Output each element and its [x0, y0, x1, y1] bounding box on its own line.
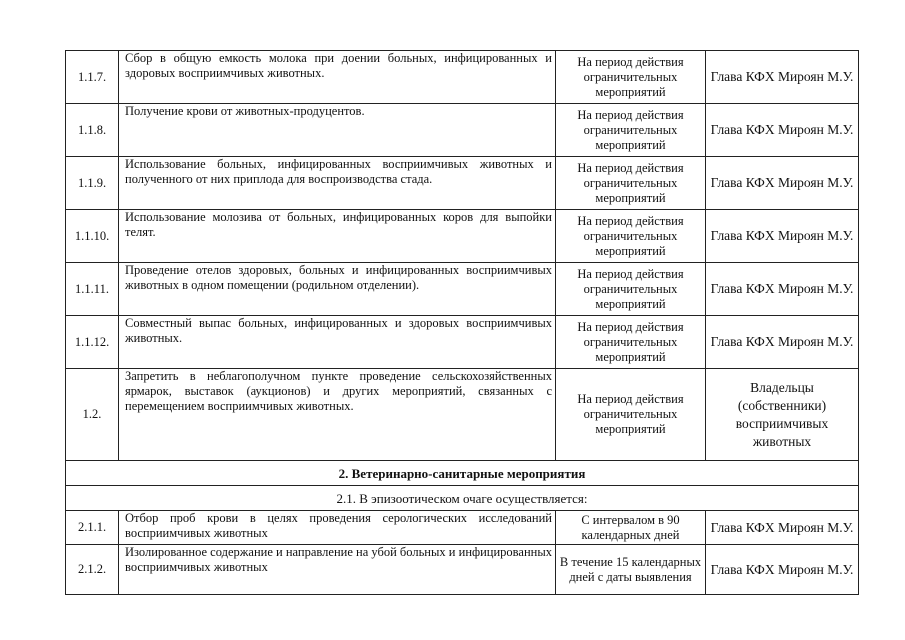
term-text: На период действия ограничительных мероприятий [556, 104, 706, 157]
table-row [66, 369, 859, 461]
row-number: 1.2. [66, 369, 119, 461]
row-number: 1.1.12. [66, 316, 119, 369]
table-row [66, 157, 859, 210]
row-number: 1.1.10. [66, 210, 119, 263]
table-row [66, 210, 859, 263]
row-number: 2.1.1. [66, 511, 119, 545]
table-row [66, 316, 859, 369]
action-text: Использование больных, инфицированных восприимчивых животных и полученного от них приплода для воспроизводства стада. [119, 157, 556, 210]
table-row [66, 51, 859, 104]
row-number: 2.1.2. [66, 545, 119, 595]
responsible-text: Глава КФХ Мироян М.У. [706, 51, 859, 104]
action-text: Совместный выпас больных, инфицированных и здоровых восприимчивых животных. [119, 316, 556, 369]
action-text: Сбор в общую емкость молока при доении больных, инфицированных и здоровых восприимчивых животных. [119, 51, 556, 104]
responsible-text: Глава КФХ Мироян М.У. [706, 263, 859, 316]
measures-table [65, 50, 859, 595]
table-row [66, 545, 859, 595]
section-row [66, 461, 859, 486]
action-text: Изолированное содержание и направление на убой больных и инфицированных восприимчивых животных [119, 545, 556, 595]
subsection-heading: 2.1. В эпизоотическом очаге осуществляется: [66, 486, 859, 511]
responsible-text: Глава КФХ Мироян М.У. [706, 157, 859, 210]
term-text: На период действия ограничительных мероприятий [556, 369, 706, 461]
term-text: На период действия ограничительных мероприятий [556, 157, 706, 210]
responsible-text: Владельцы (собственники) восприимчивых животных [706, 369, 859, 461]
responsible-text: Глава КФХ Мироян М.У. [706, 545, 859, 595]
term-text: На период действия ограничительных мероприятий [556, 210, 706, 263]
table-row [66, 511, 859, 545]
action-text: Использование молозива от больных, инфицированных коров для выпойки телят. [119, 210, 556, 263]
row-number: 1.1.11. [66, 263, 119, 316]
responsible-text: Глава КФХ Мироян М.У. [706, 316, 859, 369]
measures-document [65, 50, 858, 595]
responsible-text: Глава КФХ Мироян М.У. [706, 210, 859, 263]
term-text: На период действия ограничительных мероприятий [556, 51, 706, 104]
action-text: Проведение отелов здоровых, больных и инфицированных восприимчивых животных в одном помещении (родильном отделении). [119, 263, 556, 316]
responsible-text: Глава КФХ Мироян М.У. [706, 104, 859, 157]
row-number: 1.1.8. [66, 104, 119, 157]
table-row [66, 263, 859, 316]
section-heading: 2. Ветеринарно-санитарные мероприятия [66, 461, 859, 486]
term-text: С интервалом в 90 календарных дней [556, 511, 706, 545]
subsection-row [66, 486, 859, 511]
term-text: В течение 15 календарных дней с даты выявления [556, 545, 706, 595]
term-text: На период действия ограничительных мероприятий [556, 316, 706, 369]
action-text: Запретить в неблагополучном пункте проведение сельскохозяйственных ярмарок, выставок (аукционов) и других мероприятий, связанных с перемещением восприимчивых животных. [119, 369, 556, 461]
term-text: На период действия ограничительных мероприятий [556, 263, 706, 316]
responsible-text: Глава КФХ Мироян М.У. [706, 511, 859, 545]
action-text: Получение крови от животных-продуцентов. [119, 104, 556, 157]
row-number: 1.1.7. [66, 51, 119, 104]
action-text: Отбор проб крови в целях проведения серологических исследований восприимчивых животных [119, 511, 556, 545]
table-row [66, 104, 859, 157]
row-number: 1.1.9. [66, 157, 119, 210]
